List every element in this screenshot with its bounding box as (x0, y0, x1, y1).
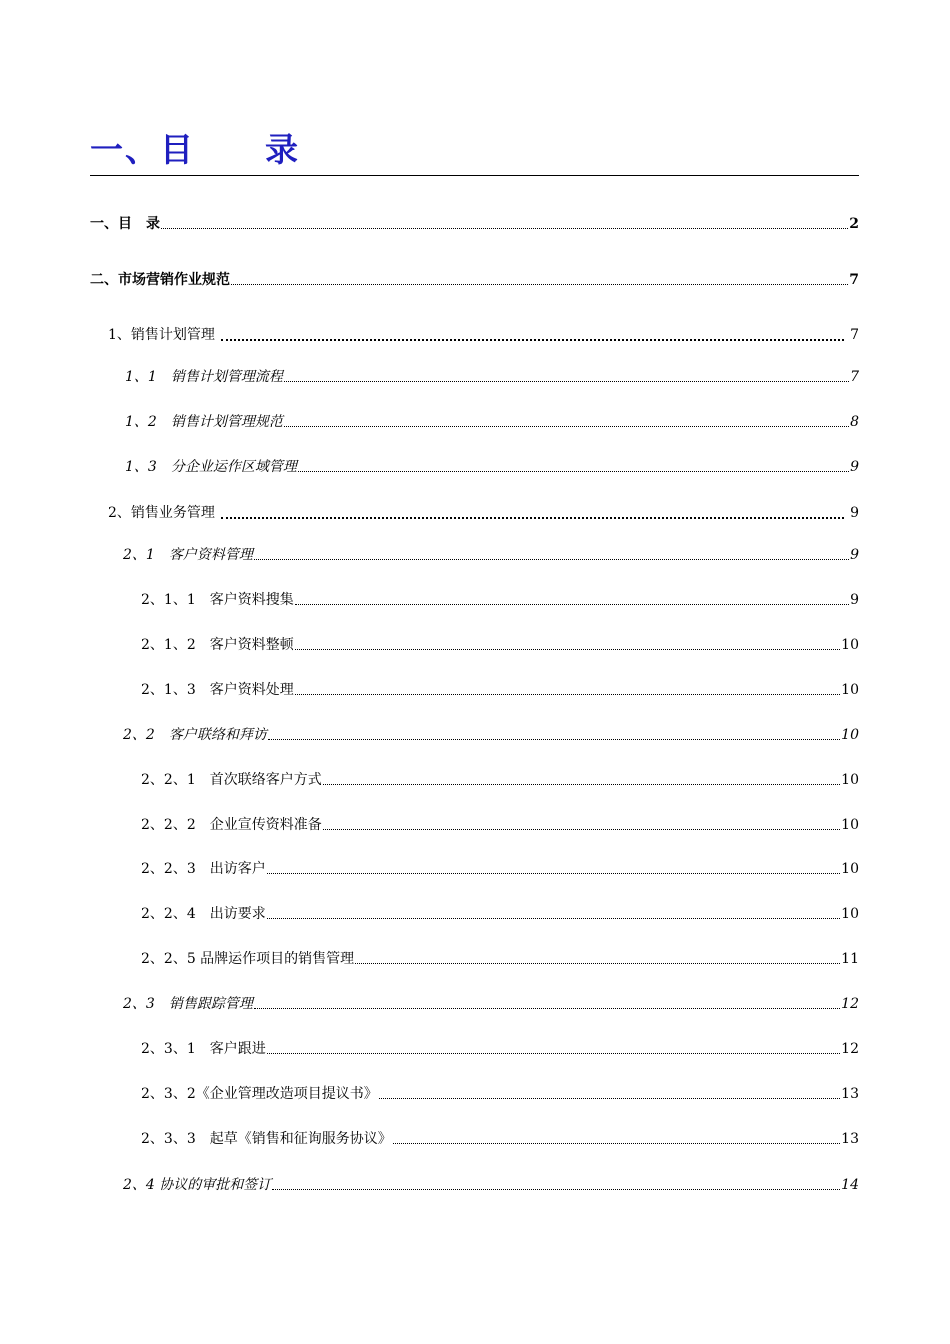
toc-entry-title: 2、2 客户联络和拜访 (123, 727, 267, 743)
toc-page-number: 7 (850, 369, 859, 385)
dot-leader (267, 918, 840, 919)
dot-leader (298, 471, 849, 472)
toc-entry[interactable] (123, 544, 859, 566)
toc-entry[interactable] (90, 269, 859, 291)
title-divider (90, 175, 859, 176)
toc-page-number: 9 (850, 505, 859, 521)
dot-leader (284, 426, 849, 427)
dot-leader (379, 1098, 840, 1099)
toc-entry-title: 2、1、1 客户资料搜集 (141, 592, 294, 608)
toc-entry-title: 2、销售业务管理 (108, 505, 215, 521)
toc-page-number: 9 (850, 592, 859, 608)
toc-entry-title: 1、2 销售计划管理规范 (125, 414, 283, 430)
toc-page-number: 10 (841, 637, 859, 653)
toc-entry[interactable] (141, 858, 859, 880)
toc-entry[interactable] (125, 366, 859, 388)
toc-page-number: 10 (841, 906, 859, 922)
toc-entry-title: 1、销售计划管理 (108, 327, 215, 343)
toc-entry-title: 1、3 分企业运作区域管理 (125, 459, 297, 475)
toc-page-number: 8 (850, 414, 859, 430)
dot-leader (267, 873, 840, 874)
dot-leader (284, 381, 849, 382)
toc-entry[interactable] (141, 814, 859, 836)
toc-entry[interactable] (141, 1128, 859, 1150)
toc-entry-title: 2、2、2 企业宣传资料准备 (141, 817, 322, 833)
dot-leader (323, 829, 840, 830)
toc-entry[interactable] (108, 502, 859, 524)
dot-leader (221, 517, 844, 519)
toc-page-number: 7 (850, 327, 859, 343)
toc-entry[interactable] (141, 679, 859, 701)
dot-leader (295, 649, 840, 650)
toc-entry-title: 2、3、3 起草《销售和征询服务协议》 (141, 1131, 392, 1147)
toc-entry[interactable] (123, 1174, 859, 1196)
dot-leader (161, 228, 848, 229)
toc-entry[interactable] (123, 724, 859, 746)
toc-entry-title: 2、4 协议的审批和签订 (123, 1177, 272, 1193)
toc-entry[interactable] (141, 1083, 859, 1105)
toc-entry-title: 2、2、5 品牌运作项目的销售管理 (141, 951, 355, 967)
toc-entry[interactable] (141, 1038, 859, 1060)
toc-entry[interactable] (90, 213, 859, 235)
toc-entry-title: 2、2、1 首次联络客户方式 (141, 772, 322, 788)
toc-entry[interactable] (108, 324, 859, 346)
toc-entry-title: 一、目 录 (90, 216, 160, 232)
toc-entry-title: 2、1 客户资料管理 (123, 547, 253, 563)
toc-page-number: 9 (850, 459, 859, 475)
dot-leader (268, 739, 840, 740)
toc-entry-title: 2、2、4 出访要求 (141, 906, 266, 922)
toc-entry[interactable] (141, 948, 859, 970)
toc-page-number: 10 (841, 682, 859, 698)
toc-entry[interactable] (141, 769, 859, 791)
toc-page-number: 7 (849, 272, 859, 288)
toc-entry[interactable] (141, 589, 859, 611)
toc-entry[interactable] (141, 903, 859, 925)
dot-leader (393, 1143, 840, 1144)
toc-entry-title: 2、2、3 出访客户 (141, 861, 266, 877)
toc-entry-title: 二、市场营销作业规范 (90, 272, 230, 288)
toc-entry[interactable] (141, 634, 859, 656)
toc-entry-title: 2、3、1 客户跟进 (141, 1041, 266, 1057)
dot-leader (267, 1053, 840, 1054)
dot-leader (355, 963, 840, 964)
toc-page-number: 10 (841, 772, 859, 788)
toc-entry[interactable] (125, 411, 859, 433)
toc-entry-title: 1、1 销售计划管理流程 (125, 369, 283, 385)
toc-page-number: 2 (849, 216, 859, 232)
toc-page-number: 12 (841, 1041, 859, 1057)
page-title: 一、目 录 (90, 130, 300, 169)
toc-page-number: 13 (841, 1086, 859, 1102)
toc-entry-title: 2、1、3 客户资料处理 (141, 682, 294, 698)
toc-entry-title: 2、1、2 客户资料整顿 (141, 637, 294, 653)
toc-page-number: 11 (841, 951, 859, 967)
toc-entry-title: 2、3、2《企业管理改造项目提议书》 (141, 1086, 378, 1102)
dot-leader (272, 1189, 840, 1190)
dot-leader (323, 784, 840, 785)
toc-entry[interactable] (125, 456, 859, 478)
toc-page-number: 13 (841, 1131, 859, 1147)
toc-page-number: 9 (850, 547, 859, 563)
toc-page-number: 10 (841, 861, 859, 877)
dot-leader (295, 604, 849, 605)
toc-entry-title: 2、3 销售跟踪管理 (123, 996, 253, 1012)
dot-leader (254, 1008, 840, 1009)
toc-page-number: 10 (841, 727, 859, 743)
toc-entry[interactable] (123, 993, 859, 1015)
dot-leader (231, 284, 848, 285)
dot-leader (221, 339, 844, 341)
dot-leader (295, 694, 840, 695)
toc-page-number: 12 (841, 996, 859, 1012)
toc-page-number: 10 (841, 817, 859, 833)
dot-leader (254, 559, 849, 560)
toc-page-number: 14 (841, 1177, 859, 1193)
